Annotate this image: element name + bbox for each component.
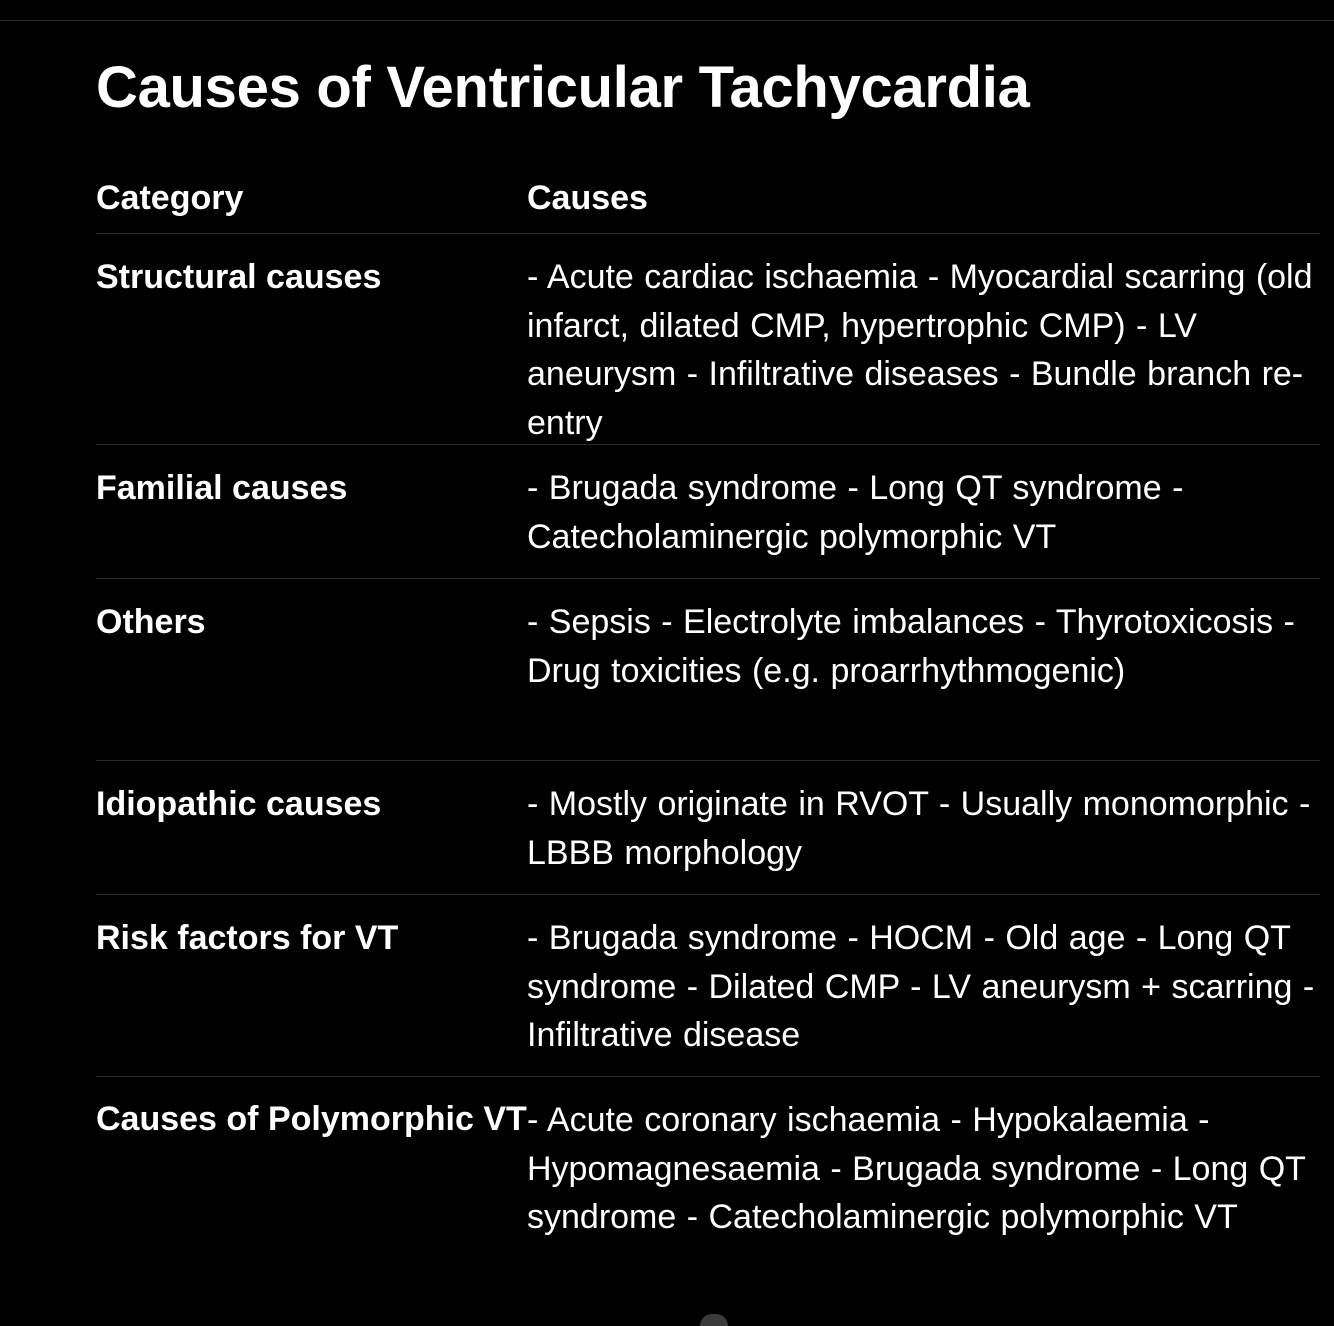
causes-cell: - Mostly originate in RVOT - Usually monomorphic - LBBB morphology bbox=[527, 785, 1311, 872]
table-row bbox=[96, 445, 1320, 579]
top-divider bbox=[0, 20, 1334, 21]
category-cell: Familial causes bbox=[96, 469, 348, 507]
category-cell: Others bbox=[96, 603, 206, 641]
causes-table bbox=[96, 164, 1320, 1301]
table-row bbox=[96, 234, 1320, 445]
causes-cell: - Acute cardiac ischaemia - Myocardial scarring (old infarct, dilated CMP, hypertrophic CMP) - LV aneurysm - Infiltrative diseases - Bundle branch re-entry bbox=[527, 258, 1313, 442]
category-cell: Idiopathic causes bbox=[96, 785, 382, 823]
table-row bbox=[96, 895, 1320, 1077]
page-title: Causes of Ventricular Tachycardia bbox=[96, 55, 1030, 120]
category-cell: Causes of Polymorphic VT bbox=[96, 1100, 527, 1138]
header-category: Category bbox=[96, 179, 244, 217]
category-cell: Structural causes bbox=[96, 258, 382, 296]
table-row bbox=[96, 1077, 1320, 1301]
table-row bbox=[96, 579, 1320, 761]
category-cell: Risk factors for VT bbox=[96, 919, 399, 957]
header-causes: Causes bbox=[527, 179, 648, 217]
document bbox=[96, 48, 1320, 1236]
causes-cell: - Brugada syndrome - Long QT syndrome - Catecholaminergic polymorphic VT bbox=[527, 469, 1184, 556]
scroll-indicator[interactable] bbox=[700, 1314, 728, 1326]
table-header-row bbox=[96, 164, 1320, 234]
causes-cell: - Sepsis - Electrolyte imbalances - Thyrotoxicosis - Drug toxicities (e.g. proarrhythmogenic) bbox=[527, 603, 1295, 690]
causes-cell: - Brugada syndrome - HOCM - Old age - Long QT syndrome - Dilated CMP - LV aneurysm + scarring - Infiltrative disease bbox=[527, 919, 1315, 1054]
causes-cell: - Acute coronary ischaemia - Hypokalaemia - Hypomagnesaemia - Brugada syndrome - Long QT syndrome - Catecholaminergic polymorphic VT bbox=[527, 1101, 1306, 1236]
table-row bbox=[96, 761, 1320, 895]
